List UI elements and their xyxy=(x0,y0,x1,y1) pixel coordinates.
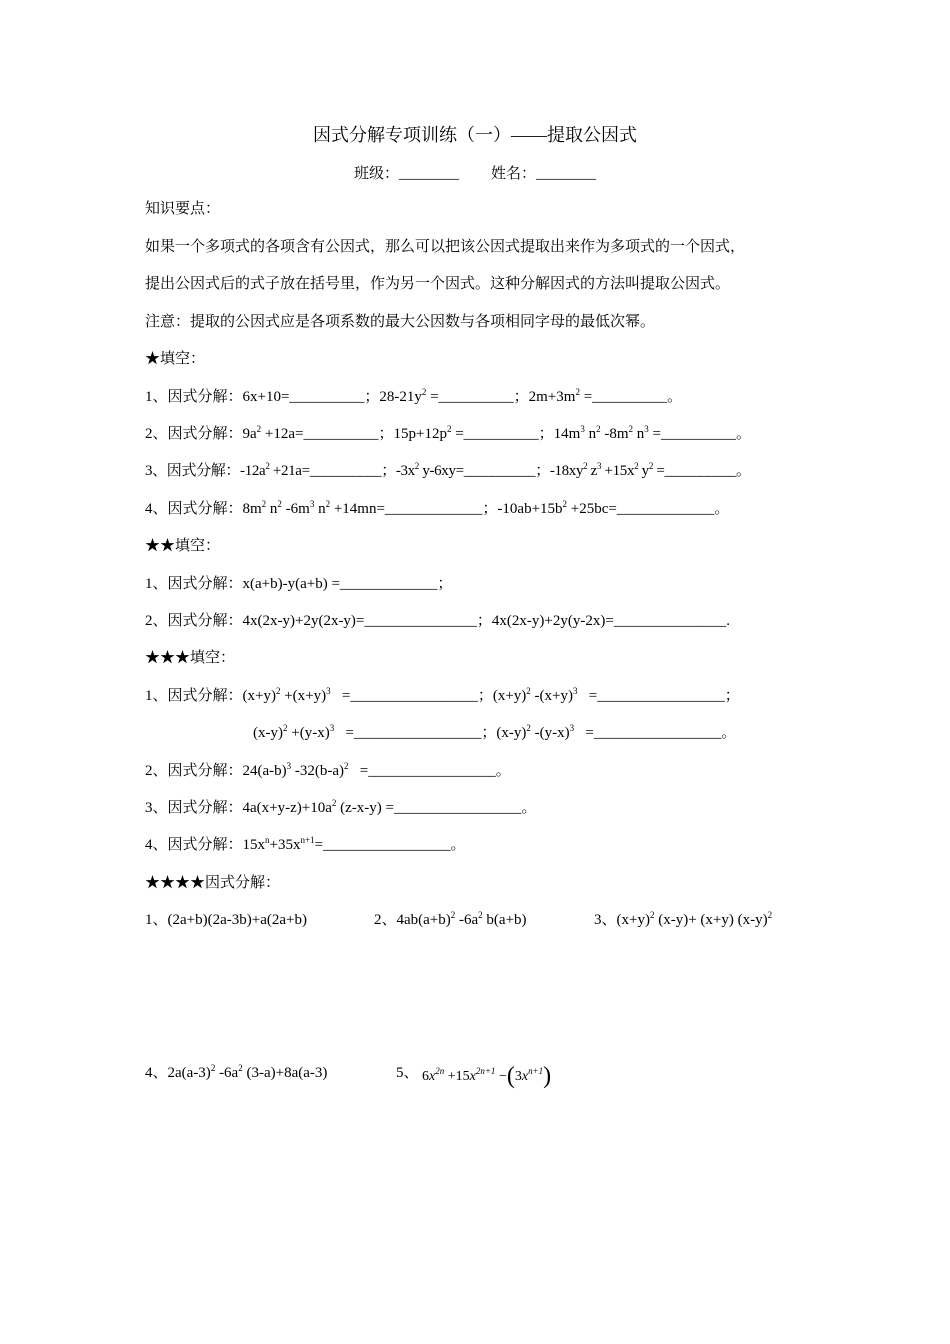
knowledge-paragraph-1: 如果一个多项式的各项含有公因式，那么可以把该公因式提取出来作为多项式的一个因式， xyxy=(145,239,746,255)
section-3-question-1a: 1、因式分解：$(x+y)^2 +(x+y)^3$ =_________________；$(x+y)^2$ $-(x+y)^3$ =_________________； xyxy=(145,686,740,704)
section-1-question-1: 1、因式分解：6x+10=__________；$28-21y^2$ =__________；$2m+3m^2$ =__________。 xyxy=(145,387,683,405)
section-3-question-4: 4、因式分解：$15x^n+35x^{n+1}=\_\_\_\_\_\_\_\_\_\_\_\_\_\_\_\_\_$。 xyxy=(145,835,466,853)
problem-5-expression: $6x^{2n} +15x^{2n+1} -(3x^{n+1})$ xyxy=(422,1063,552,1089)
section-1-question-2: 2、因式分解：$9a^2$ +12a=__________；$15p+12p^2$ =__________；$14m^3$ $n^2$ $-8m^2$ $n^3$ =__________。 xyxy=(145,424,751,442)
knowledge-paragraph-2: 提出公因式后的式子放在括号里，作为另一个因式。这种分解因式的方法叫提取公因式。 xyxy=(145,276,731,292)
section-4-problem-3: 3、$(x+y)^2$ (x-y)+ (x+y) $(x-y)^2$ xyxy=(594,910,773,928)
section-1-question-4: 4、因式分解：$8m^2$ $n^2$ $-6m^3$ $n^2$ +14mn=_____________；$-10ab+15b^2$ +25bc=_____________。 xyxy=(145,499,730,517)
section-3-question-2: 2、因式分解：$24(a-b)^3$ $-32(b-a)^2$ =_________________。 xyxy=(145,761,511,779)
section-2-question-2: 2、因式分解：4x(2x-y)+2y(2x-y)=_______________；4x(2x-y)+2y(y-2x)=_______________. xyxy=(145,613,731,629)
knowledge-note: 注意：提取的公因式应是各项系数的最大公因数与各项相同字母的最低次幂。 xyxy=(145,314,656,330)
section-1-heading: ★填空： xyxy=(145,351,206,367)
section-4-problem-2: 2、$4ab(a+b)^2$ $-6a^2$ b(a+b) xyxy=(374,910,527,928)
section-3-heading: ★★★填空： xyxy=(145,650,236,666)
section-4-problem-5 xyxy=(396,1063,552,1089)
section-4-problem-1: 1、(2a+b)(2a-3b)+a(2a+b) xyxy=(145,912,307,928)
section-3-question-1b: $(x-y)^2 +(y-x)^3$ =_________________；$(x-y)^2$ $-(y-x)^3$ =_________________。 xyxy=(253,723,737,741)
section-2-heading: ★★填空： xyxy=(145,538,221,554)
name-field-label: 姓名：________ xyxy=(491,166,597,182)
problem-5-label: 5、 xyxy=(396,1065,419,1081)
knowledge-heading: 知识要点： xyxy=(145,201,221,217)
page-title: 因式分解专项训练（一）——提取公因式 xyxy=(313,125,637,145)
student-info xyxy=(0,162,950,183)
section-4-problem-4: 4、$2a(a-3)^2$ $-6a^2$ (3-a)+8a(a-3) xyxy=(145,1063,328,1081)
section-4-heading: ★★★★因式分解： xyxy=(145,875,281,891)
section-3-question-3: 3、因式分解：$4a(x+y-z)+10a^2$ (z-x-y) =_________________。 xyxy=(145,798,537,816)
section-2-question-1: 1、因式分解：x(a+b)-y(a+b) =_____________； xyxy=(145,576,453,592)
class-field-label: 班级：________ xyxy=(353,166,459,182)
section-1-question-3: 3、因式分解：$-12a^2$ +21a=__________；$-3x^2$ y-6xy=__________；$-18xy^2$ $z^3 +15x^2$ $y^2$ =__________。 xyxy=(145,461,751,479)
